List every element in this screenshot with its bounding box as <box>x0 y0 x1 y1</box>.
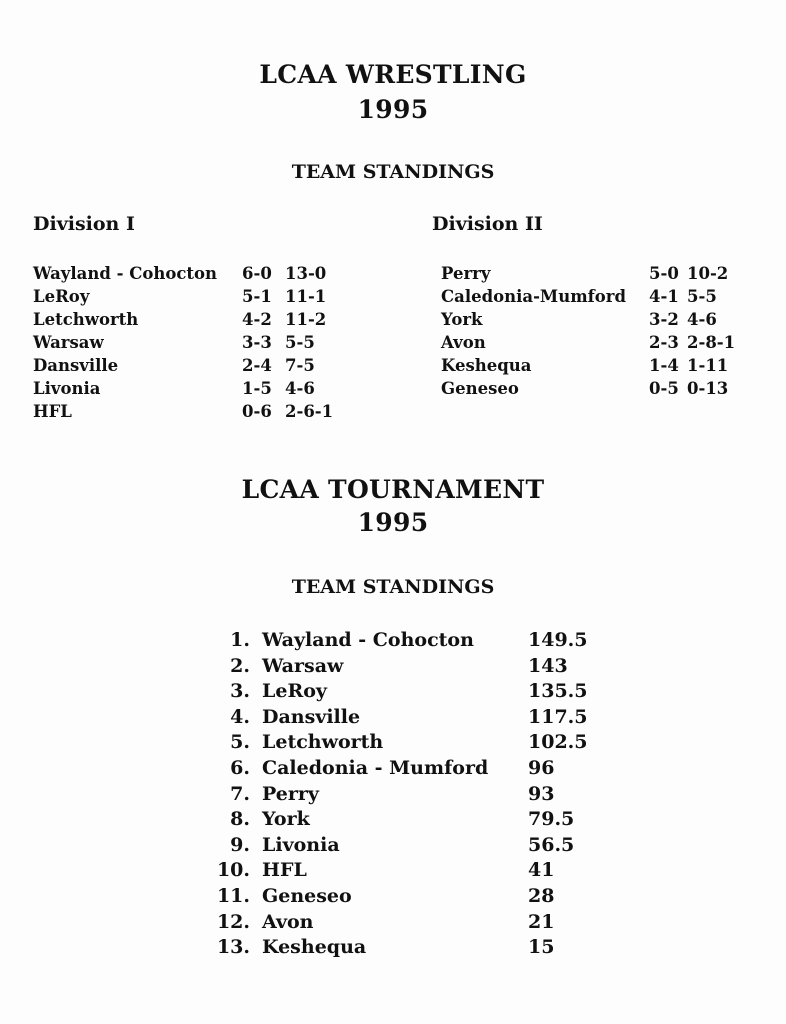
score: 117.5 <box>528 705 588 728</box>
overall-record: 11-1 <box>285 287 327 306</box>
overall-record: 10-2 <box>687 264 729 283</box>
rank: 4. <box>230 705 250 728</box>
team-name: HFL <box>33 402 72 421</box>
score: 135.5 <box>528 680 588 703</box>
tournament-subtitle: TEAM STANDINGS <box>291 576 495 598</box>
overall-record: 11-2 <box>285 310 327 329</box>
wrestling-year: 1995 <box>357 95 429 124</box>
team-name: Letchworth <box>33 310 139 329</box>
overall-record: 2-8-1 <box>687 333 736 352</box>
overall-record: 5-5 <box>285 333 315 352</box>
rank: 12. <box>216 910 250 933</box>
team-name: Wayland - Cohocton <box>262 629 474 651</box>
team-name: Keshequa <box>262 936 367 959</box>
overall-record: 7-5 <box>285 356 315 375</box>
team-name: York <box>441 310 483 329</box>
rank: 9. <box>230 833 250 856</box>
team-name: Geneseo <box>441 379 519 398</box>
team-name: Perry <box>441 264 491 283</box>
rank: 6. <box>230 757 250 779</box>
league-record: 6-0 <box>242 264 272 283</box>
score: 28 <box>528 885 555 907</box>
league-record: 4-1 <box>649 287 679 306</box>
team-name: Warsaw <box>262 654 344 677</box>
league-record: 2-4 <box>242 356 272 375</box>
league-record: 1-5 <box>242 379 272 398</box>
team-name: York <box>262 808 310 831</box>
team-name: Caledonia-Mumford <box>441 287 626 306</box>
league-record: 3-2 <box>649 310 679 329</box>
overall-record: 4-6 <box>687 310 717 329</box>
overall-record: 2-6-1 <box>285 402 334 421</box>
team-name: Letchworth <box>262 731 384 754</box>
team-name: Avon <box>262 910 314 933</box>
team-name: Dansville <box>33 356 119 375</box>
score: 143 <box>528 654 568 677</box>
team-name: LeRoy <box>262 680 327 703</box>
league-record: 5-1 <box>242 287 272 306</box>
tournament-title: LCAA TOURNAMENT <box>241 475 545 504</box>
overall-record: 4-6 <box>285 379 315 398</box>
team-name: Warsaw <box>33 333 104 352</box>
score: 21 <box>528 910 555 933</box>
league-record: 4-2 <box>242 310 272 329</box>
score: 102.5 <box>528 731 588 754</box>
team-name: LeRoy <box>33 287 90 306</box>
rank: 10. <box>216 859 250 882</box>
league-record: 5-0 <box>649 264 679 283</box>
team-name: Wayland - Cohocton <box>33 264 218 283</box>
team-name: Livonia <box>262 833 340 856</box>
league-record: 0-5 <box>649 379 679 398</box>
score: 56.5 <box>528 833 575 856</box>
rank: 13. <box>216 936 250 959</box>
rank: 7. <box>230 782 250 805</box>
rank: 5. <box>230 731 250 754</box>
team-name: Perry <box>262 782 319 805</box>
score: 15 <box>528 936 555 959</box>
score: 96 <box>528 757 555 779</box>
league-record: 3-3 <box>242 333 272 352</box>
wrestling-subtitle: TEAM STANDINGS <box>291 161 495 183</box>
team-name: Avon <box>441 333 486 352</box>
team-name: Caledonia - Mumford <box>262 757 489 779</box>
league-record: 2-3 <box>649 333 679 352</box>
overall-record: 0-13 <box>687 379 729 398</box>
team-name: Keshequa <box>441 356 532 375</box>
score: 149.5 <box>528 629 588 651</box>
wrestling-title: LCAA WRESTLING <box>259 60 527 89</box>
team-name: Dansville <box>262 705 361 728</box>
team-name: HFL <box>262 859 307 882</box>
rank: 3. <box>230 680 250 703</box>
score: 93 <box>528 782 555 805</box>
score: 41 <box>528 859 555 882</box>
overall-record: 5-5 <box>687 287 717 306</box>
league-record: 0-6 <box>242 402 272 421</box>
league-record: 1-4 <box>649 356 679 375</box>
score: 79.5 <box>528 808 575 831</box>
rank: 2. <box>230 654 250 677</box>
division2-heading: Division II <box>432 213 543 235</box>
rank: 1. <box>230 629 250 651</box>
team-name: Livonia <box>33 379 101 398</box>
overall-record: 13-0 <box>285 264 327 283</box>
division1-heading: Division I <box>33 213 135 235</box>
rank: 8. <box>230 808 250 831</box>
tournament-year: 1995 <box>357 508 429 537</box>
team-name: Geneseo <box>262 885 352 907</box>
overall-record: 1-11 <box>687 356 729 375</box>
rank: 11. <box>216 885 250 907</box>
